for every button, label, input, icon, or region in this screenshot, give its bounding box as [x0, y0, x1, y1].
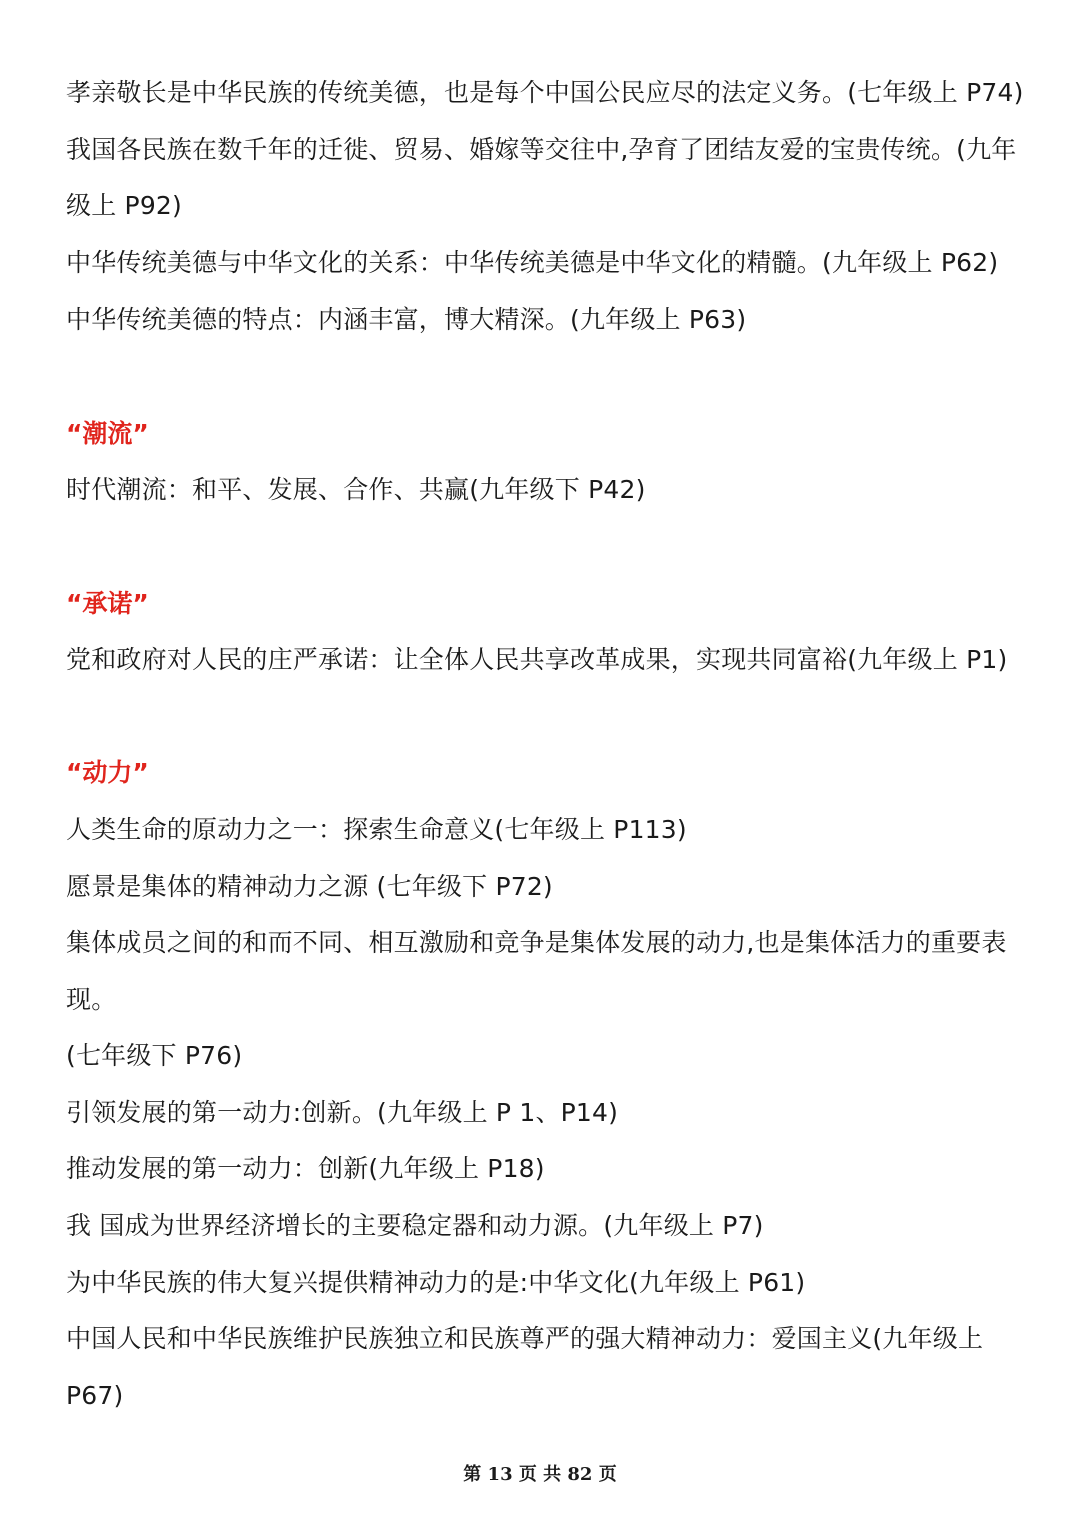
text-line: 引领发展的第一动力:创新。(九年级上 P 1、P14) [66, 1098, 619, 1127]
text-line: 党和政府对人民的庄严承诺：让全体人民共享改革成果，实现共同富裕(九年级上 P1) [66, 645, 1008, 674]
section-heading-promise: “承诺” [66, 589, 149, 618]
text-line: 推动发展的第一动力：创新(九年级上 P18) [66, 1154, 545, 1183]
text-line: 我 国成为世界经济增长的主要稳定器和动力源。(九年级上 P7) [66, 1211, 764, 1240]
text-line: 为中华民族的伟大复兴提供精神动力的是:中华文化(九年级上 P61) [66, 1268, 806, 1297]
text-line: 人类生命的原动力之一：探索生命意义(七年级上 P113) [66, 815, 687, 844]
section-heading-trend: “潮流” [66, 419, 149, 448]
section-heading-power: “动力” [66, 758, 149, 787]
text-line: 现。 [66, 985, 117, 1014]
page-number-footer: 第 13 页 共 82 页 [463, 1464, 617, 1485]
text-line: 孝亲敬长是中华民族的传统美德，也是每个中国公民应尽的法定义务。(七年级上 P74) [66, 78, 1024, 107]
text-line: 级上 P92) [66, 191, 182, 220]
text-line: 时代潮流：和平、发展、合作、共赢(九年级下 P42) [66, 475, 646, 504]
text-line: P67) [66, 1381, 124, 1410]
text-line: (七年级下 P76) [66, 1041, 243, 1070]
text-line: 中华传统美德与中华文化的关系：中华传统美德是中华文化的精髓。(九年级上 P62) [66, 248, 999, 277]
text-line: 集体成员之间的和而不同、相互激励和竞争是集体发展的动力,也是集体活力的重要表 [66, 928, 1007, 957]
text-line: 中国人民和中华民族维护民族独立和民族尊严的强大精神动力：爱国主义(九年级上 [66, 1324, 984, 1353]
text-line: 中华传统美德的特点：内涵丰富，博大精深。(九年级上 P63) [66, 305, 747, 334]
text-line: 我国各民族在数千年的迁徙、贸易、婚嫁等交往中,孕育了团结友爱的宝贵传统。(九年 [66, 135, 1017, 164]
text-line: 愿景是集体的精神动力之源 (七年级下 P72) [66, 872, 553, 901]
